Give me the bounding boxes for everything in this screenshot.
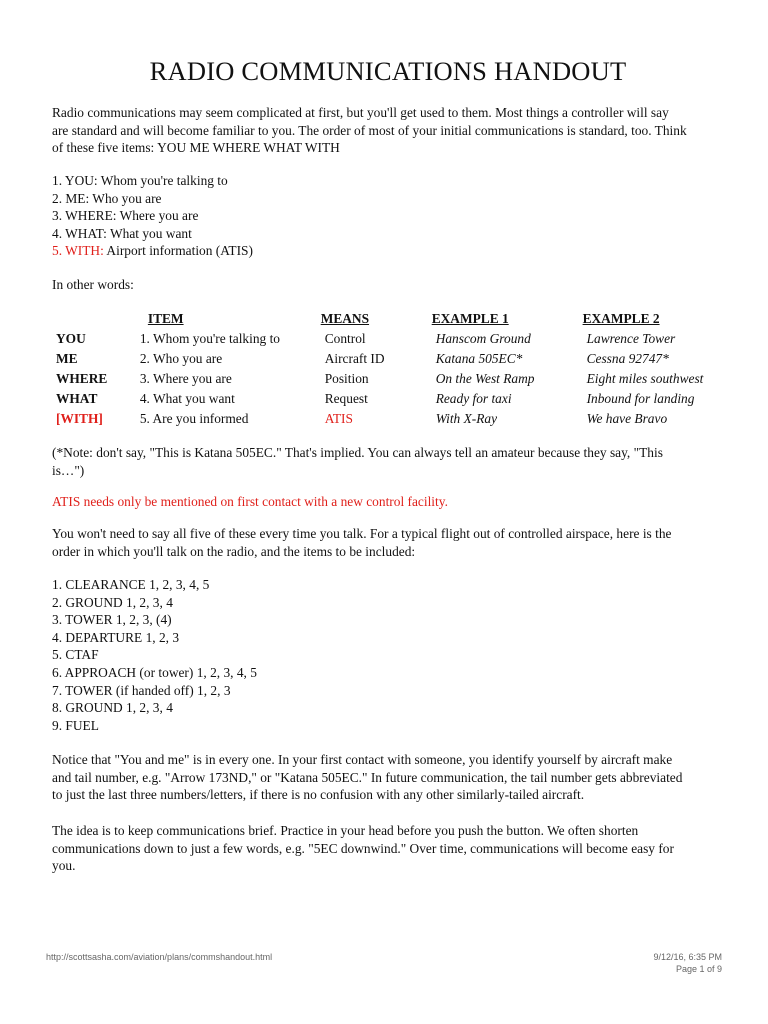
table-cell: Aircraft ID — [324, 351, 385, 366]
table-cell: ATIS — [324, 411, 353, 426]
list-item: 8. GROUND 1, 2, 3, 4 — [52, 700, 173, 716]
table-cell: Position — [324, 371, 369, 386]
list-item: 9. FUEL — [52, 717, 99, 733]
idea-paragraph — [52, 822, 717, 875]
table-row — [56, 349, 724, 369]
list-item: 7. TOWER (if handed off) 1, 2, 3 — [52, 682, 231, 698]
sequence-list — [52, 576, 717, 734]
table-cell: We have Bravo — [586, 411, 668, 426]
table-cell: Eight miles southwest — [586, 371, 704, 386]
table-row — [56, 389, 724, 409]
item-text: Who you are — [89, 190, 162, 206]
table-cell: [WITH] — [56, 411, 103, 426]
footer-datetime: 9/12/16, 6:35 PM — [653, 952, 722, 962]
table-row — [56, 329, 724, 349]
table-header-row — [56, 309, 724, 329]
item-text: Airport information (ATIS) — [103, 243, 253, 259]
table-header-blank — [56, 309, 140, 329]
item-label: 4. WHAT: — [52, 225, 107, 241]
page-title: RADIO COMMUNICATIONS HANDOUT — [149, 56, 627, 86]
intro-line: are standard and will become familiar to you. The order of most of your initial communications is standard, too. Think — [52, 122, 687, 138]
table-cell: Hanscom Ground — [435, 331, 531, 346]
five-items-list — [52, 172, 717, 260]
table-cell: Katana 505EC* — [435, 351, 523, 366]
paragraph-line: to just the last three numbers/letters, if there is no confusion with any other similarly-tailed aircraft. — [52, 787, 585, 803]
list-item — [52, 207, 717, 225]
table-cell: 2. Who you are — [139, 351, 223, 366]
item-text: Whom you're talking to — [97, 173, 228, 188]
table-row — [56, 369, 724, 389]
item-label: 3. WHERE: — [52, 208, 117, 224]
table-header: EXAMPLE 2 — [582, 311, 660, 326]
items-table — [56, 309, 724, 429]
list-item: 2. GROUND 1, 2, 3, 4 — [52, 594, 173, 610]
table-cell: Control — [324, 331, 366, 346]
list-item: 1. CLEARANCE 1, 2, 3, 4, 5 — [52, 577, 210, 592]
paragraph-line: communications down to just a few words, e.g. "5EC downwind." Over time, communications will become easy for — [52, 840, 674, 856]
list-item: 5. CTAF — [52, 647, 99, 663]
table-header: ITEM — [147, 311, 184, 326]
table-header: MEANS — [320, 311, 370, 326]
paragraph-line: The idea is to keep communications brief. Practice in your head before you push the button. We often shorten — [52, 823, 639, 838]
note-paragraph — [52, 444, 717, 479]
note-line: (*Note: don't say, "This is Katana 505EC." That's implied. You can always tell an amateur because they say, "This — [52, 445, 663, 460]
item-label: 2. ME: — [52, 190, 90, 206]
table-cell: 1. Whom you're talking to — [139, 331, 281, 346]
note-line: is…") — [52, 462, 85, 478]
item-text: What you want — [106, 225, 192, 241]
item-label: 1. YOU: — [52, 173, 98, 188]
table-cell: Request — [324, 391, 368, 406]
intro-paragraph — [52, 104, 717, 157]
atis-note: ATIS needs only be mentioned on first contact with a new control facility. — [52, 494, 448, 509]
intro-line: of these five items: YOU ME WHERE WHAT WITH — [52, 140, 340, 156]
table-cell: WHAT — [56, 391, 98, 406]
table-cell: WHERE — [56, 371, 108, 386]
paragraph-line: order in which you'll talk on the radio, and the items to be included: — [52, 543, 416, 559]
item-label: 5. WITH: — [52, 243, 104, 259]
list-item: 3. TOWER 1, 2, 3, (4) — [52, 612, 172, 628]
table-cell: Inbound for landing — [586, 391, 695, 406]
paragraph-line: Notice that "You and me" is in every one. In your first contact with someone, you identify yourself by aircraft make — [52, 752, 673, 767]
list-item — [52, 225, 717, 243]
five-every-time-paragraph — [52, 525, 717, 560]
paragraph-line: and tail number, e.g. "Arrow 173ND," or "Katana 505EC." In future communication, the tail number gets abbreviated — [52, 769, 683, 785]
footer-meta — [653, 951, 722, 975]
notice-paragraph — [52, 751, 717, 804]
paragraph-line: you. — [52, 858, 76, 874]
table-cell: 4. What you want — [139, 391, 235, 406]
table-cell: 3. Where you are — [139, 371, 232, 386]
table-cell: ME — [56, 351, 78, 366]
in-other-words: In other words: — [52, 277, 134, 292]
list-item — [52, 190, 717, 208]
footer-page-number: Page 1 of 9 — [675, 964, 722, 974]
item-text: Where you are — [116, 208, 199, 224]
list-item: 4. DEPARTURE 1, 2, 3 — [52, 629, 180, 645]
table-row — [56, 409, 724, 429]
table-cell: Lawrence Tower — [586, 331, 676, 346]
table-cell: YOU — [56, 331, 86, 346]
list-item — [52, 172, 717, 190]
table-cell: With X-Ray — [435, 411, 498, 426]
table-cell: 5. Are you informed — [139, 411, 249, 426]
table-cell: On the West Ramp — [435, 371, 535, 386]
table-header: EXAMPLE 1 — [431, 311, 509, 326]
footer-url[interactable]: http://scottsasha.com/aviation/plans/commshandout.html — [46, 952, 273, 962]
list-item — [52, 242, 717, 260]
list-item: 6. APPROACH (or tower) 1, 2, 3, 4, 5 — [52, 664, 257, 680]
intro-line: Radio communications may seem complicated at first, but you'll get used to them. Most things a controller will say — [52, 105, 669, 120]
table-cell: Ready for taxi — [435, 391, 512, 406]
paragraph-line: You won't need to say all five of these every time you talk. For a typical flight out of controlled airspace, here is the — [52, 526, 672, 541]
table-cell: Cessna 92747* — [586, 351, 669, 366]
